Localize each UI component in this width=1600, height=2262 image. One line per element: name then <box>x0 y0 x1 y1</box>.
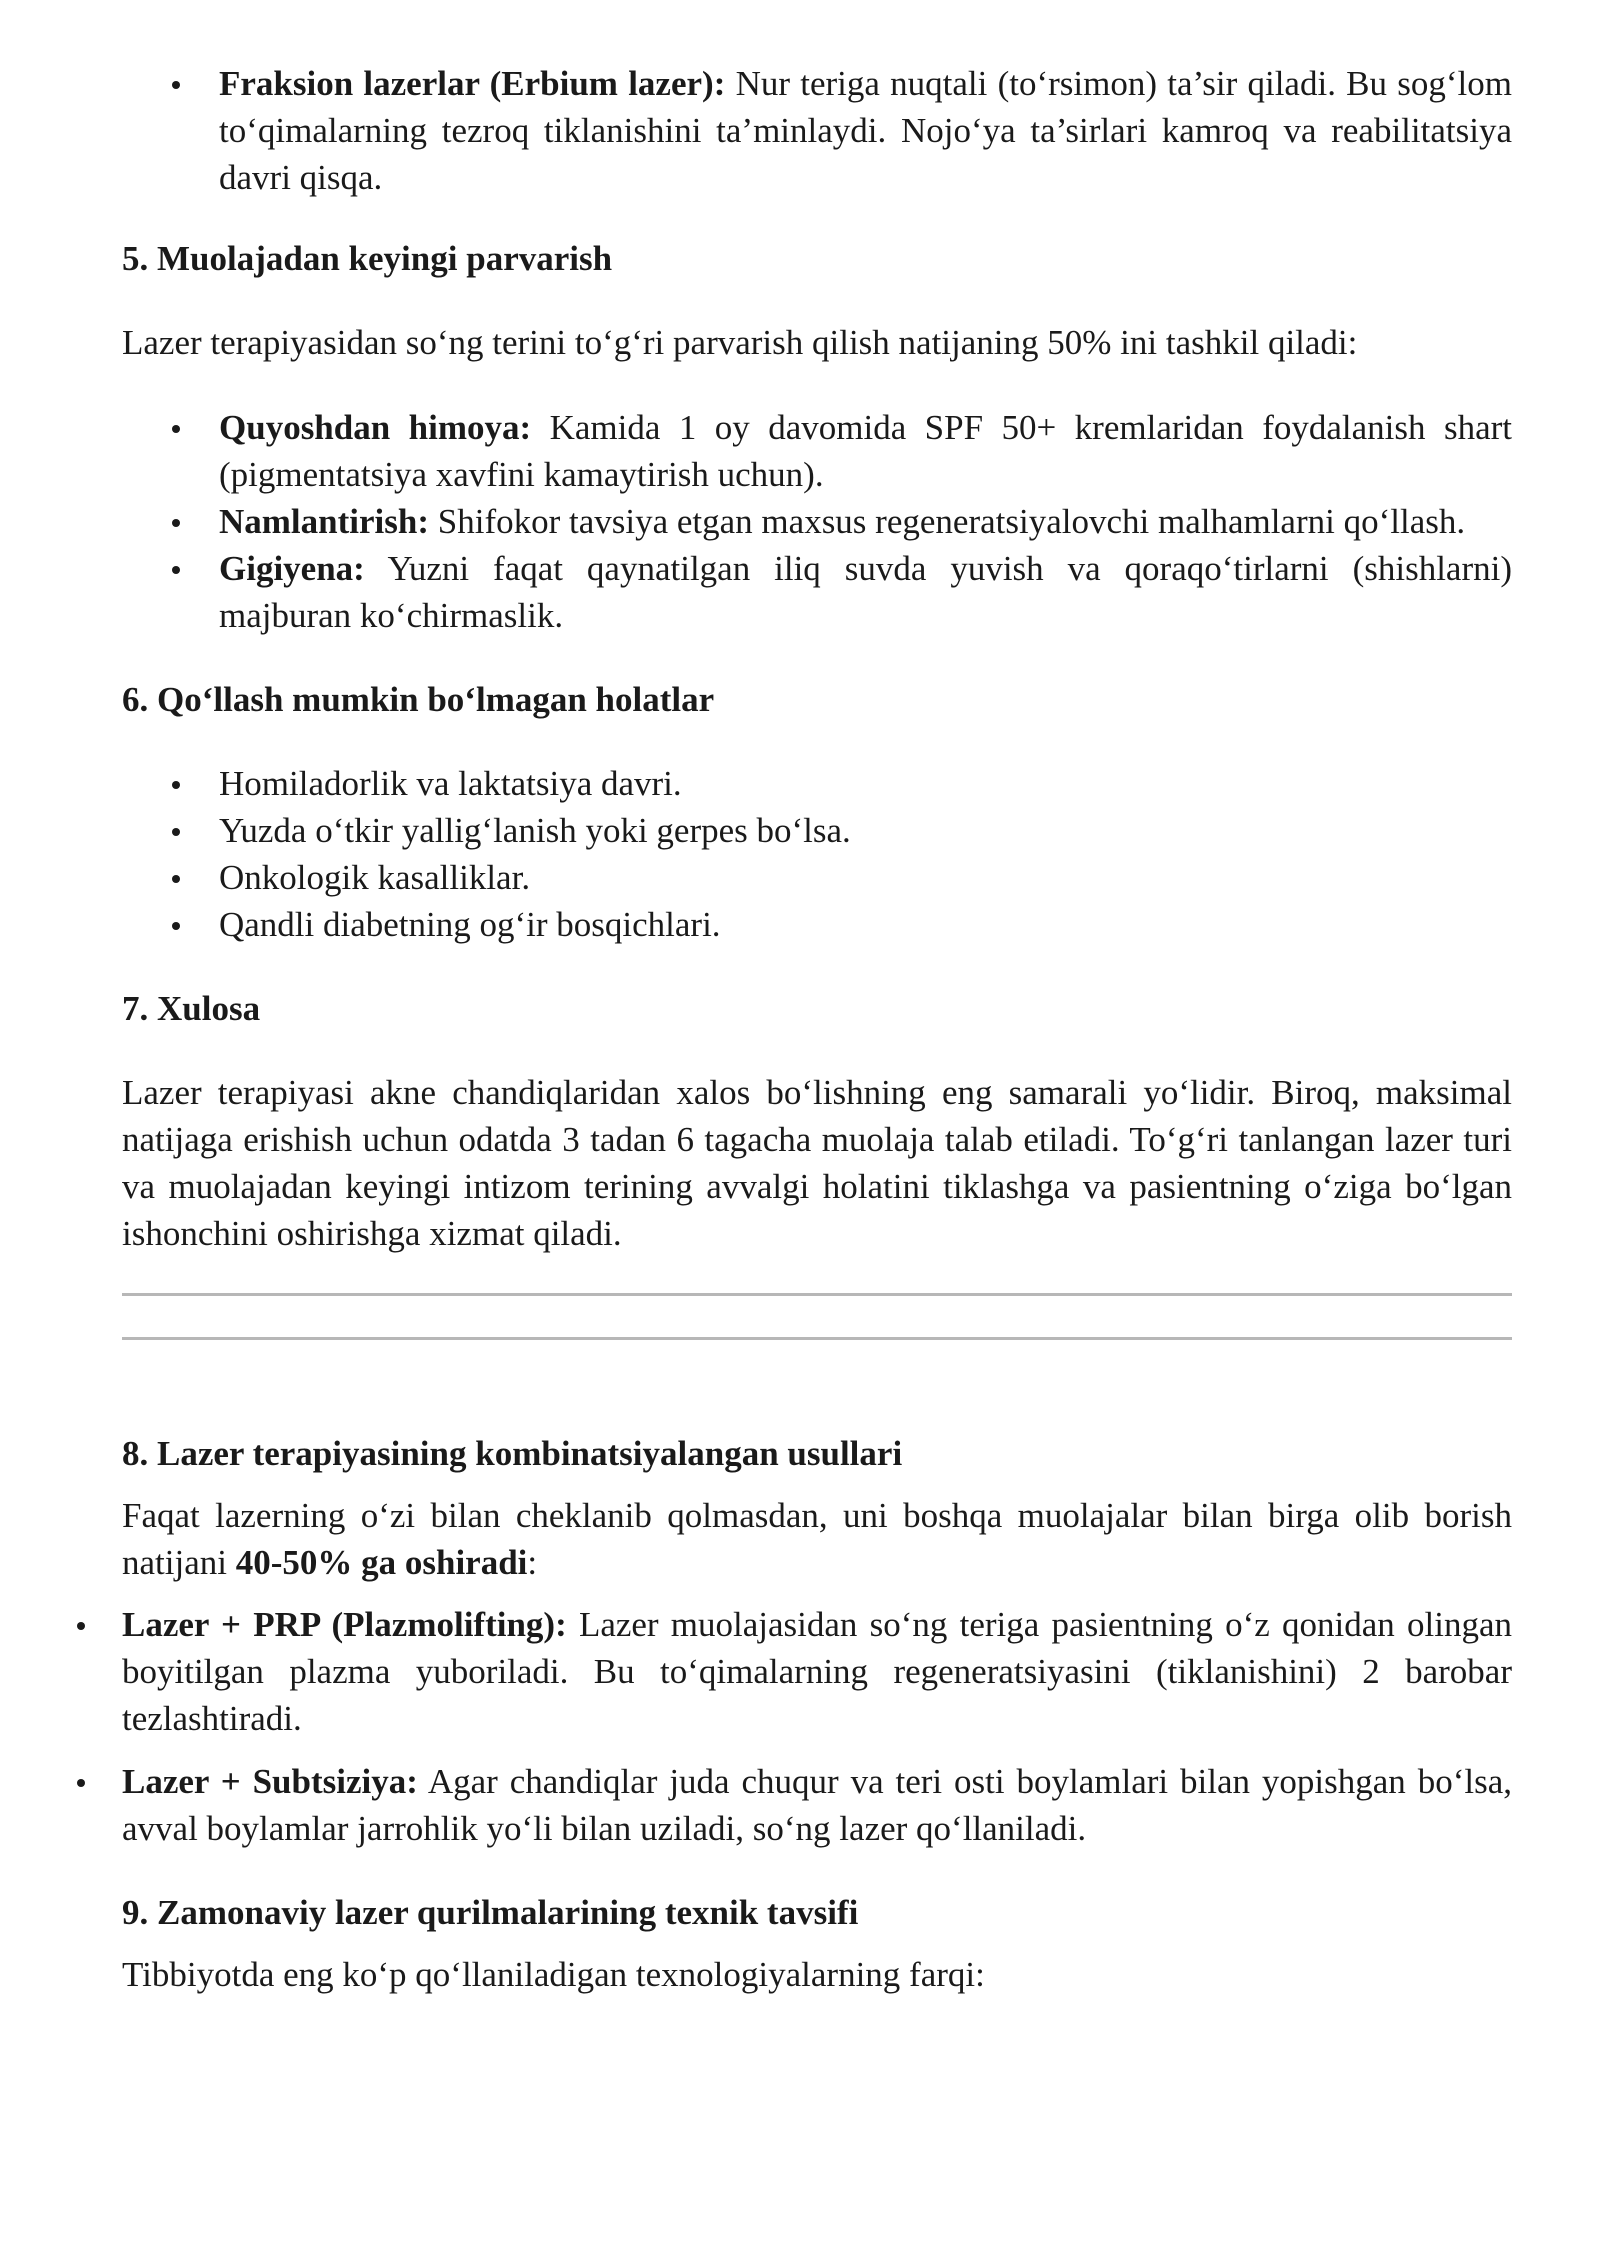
list-item: Onkologik kasalliklar. <box>219 854 1512 901</box>
conclusion-paragraph: Lazer terapiyasi akne chandiqlaridan xalos bo‘lishning eng samarali yo‘lidir. Biroq, maksimal natijaga erishish uchun odatda 3 tadan 6 tagacha muolaja talab etiladi. To‘g‘ri tanlangan lazer turi va muolajadan keyingi intizom terining avvalgi holatini tiklashga va pasientning o‘ziga bo‘lgan ishonchini oshirishga xizmat qiladi. <box>122 1073 1512 1253</box>
section-heading-9: 9. Zamonaviy lazer qurilmalarining texnik tavsifi <box>122 1893 859 1932</box>
list-item: Lazer + Subtsiziya: Agar chandiqlar juda chuqur va teri osti boylamlari bilan yopishgan bo‘lsa, avval boylamlar jarrohlik yo‘li bilan uziladi, so‘ng lazer qo‘llaniladi. <box>122 1758 1512 1852</box>
aftercare-list <box>122 404 1512 639</box>
horizontal-divider <box>122 1293 1512 1296</box>
section-heading-8: 8. Lazer terapiyasining kombinatsiyalangan usullari <box>122 1434 903 1473</box>
list-item: Lazer + PRP (Plazmolifting): Lazer muolajasidan so‘ng teriga pasientning o‘z qonidan olingan boyitilgan plazma yuboriladi. Bu to‘qimalarning regeneratsiyasini (tiklanishini) 2 barobar tezlashtiradi. <box>122 1601 1512 1742</box>
list-item: Namlantirish: Shifokor tavsiya etgan maxsus regeneratsiyalovchi malhamlarni qo‘llash. <box>219 498 1512 545</box>
combination-methods-list <box>122 1601 1512 1852</box>
section-8-intro: Faqat lazerning o‘zi bilan cheklanib qolmasdan, uni boshqa muolajalar bilan birga olib borish natijani 40-50% ga oshiradi: <box>122 1496 1512 1582</box>
section-heading-6: 6. Qo‘llash mumkin bo‘lmagan holatlar <box>122 680 715 719</box>
document-page <box>122 60 1512 1998</box>
contraindications-list <box>122 760 1512 948</box>
fractional-laser-list <box>122 60 1512 201</box>
section-heading-5: 5. Muolajadan keyingi parvarish <box>122 239 613 278</box>
horizontal-divider <box>122 1337 1512 1340</box>
section-5-intro: Lazer terapiyasidan so‘ng terini to‘g‘ri parvarish qilish natijaning 50% ini tashkil qiladi: <box>122 323 1358 362</box>
section-heading-7: 7. Xulosa <box>122 989 261 1028</box>
list-item: Fraksion lazerlar (Erbium lazer): Nur teriga nuqtali (to‘rsimon) ta’sir qiladi. Bu sog‘lom to‘qimalarning tezroq tiklanishini ta’minlaydi. Nojo‘ya ta’sirlari kamroq va reabilitatsiya davri qisqa. <box>219 60 1512 201</box>
list-item: Quyoshdan himoya: Kamida 1 oy davomida SPF 50+ kremlaridan foydalanish shart (pigmentatsiya xavfini kamaytirish uchun). <box>219 404 1512 498</box>
list-item: Qandli diabetning og‘ir bosqichlari. <box>219 901 1512 948</box>
list-item: Homiladorlik va laktatsiya davri. <box>219 760 1512 807</box>
section-9-intro: Tibbiyotda eng ko‘p qo‘llaniladigan texnologiyalarning farqi: <box>122 1955 985 1994</box>
list-item: Gigiyena: Yuzni faqat qaynatilgan iliq suvda yuvish va qoraqo‘tirlarni (shishlarni) majburan ko‘chirmaslik. <box>219 545 1512 639</box>
list-item: Yuzda o‘tkir yallig‘lanish yoki gerpes bo‘lsa. <box>219 807 1512 854</box>
